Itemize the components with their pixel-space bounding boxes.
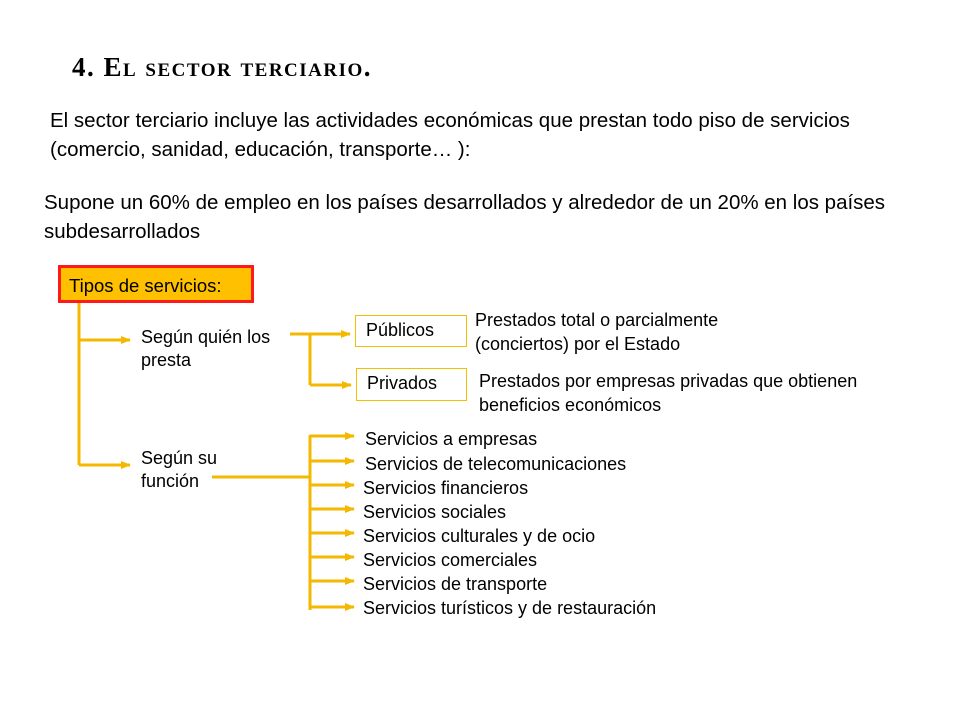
by-function-label: Según su función	[141, 448, 218, 491]
private-label: Privados	[367, 373, 438, 393]
service-item: Servicios financieros	[363, 478, 529, 498]
service-item: Servicios a empresas	[365, 429, 538, 449]
intro-paragraph: El sector terciario incluye las actividades económicas que prestan todo piso de servicios (comercio, sanidad, educación, transporte… ):	[50, 109, 850, 161]
slide-title: 4. El sector terciario.	[72, 52, 373, 82]
service-item: Servicios comerciales	[363, 550, 538, 570]
public-box	[355, 315, 467, 347]
service-item: Servicios culturales y de ocio	[363, 526, 596, 546]
service-item: Servicios de telecomunicaciones	[365, 454, 627, 474]
private-box	[356, 368, 467, 401]
service-item: Servicios turísticos y de restauración	[363, 598, 657, 618]
service-types-label: Tipos de servicios:	[69, 275, 222, 296]
public-label: Públicos	[366, 320, 435, 340]
service-types-box	[58, 265, 254, 303]
private-description: Prestados por empresas privadas que obtienen beneficios económicos	[479, 371, 858, 415]
by-provider-label: Según quién los presta	[141, 327, 271, 370]
service-item: Servicios de transporte	[363, 574, 548, 594]
employment-paragraph: Supone un 60% de empleo en los países desarrollados y alrededor de un 20% en los países subdesarrollados	[44, 191, 886, 243]
service-item: Servicios sociales	[363, 502, 507, 522]
public-description: Prestados total o parcialmente (conciertos) por el Estado	[475, 310, 719, 354]
